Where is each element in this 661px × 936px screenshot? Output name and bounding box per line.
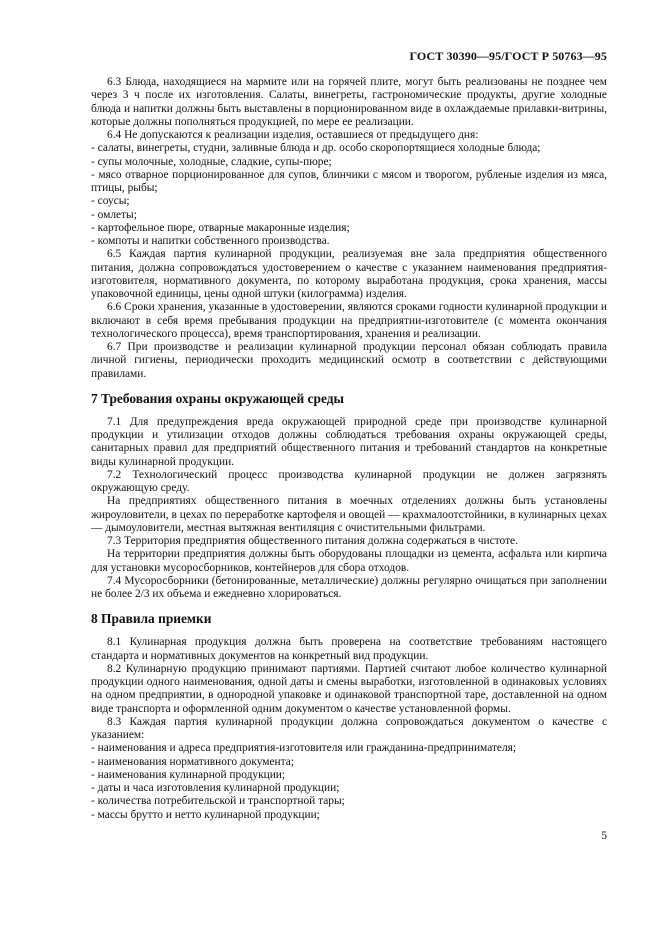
page-body: [91, 76, 607, 822]
list-item: - компоты и напитки собственного производства.: [91, 235, 330, 247]
list-item: - соусы;: [91, 195, 130, 208]
paragraph: 6.6 Сроки хранения, указанные в удостоверении, являются сроками годности кулинарной продукции и включают в себя время пребывания продукции на предприятии-изготовителе (с момента окончания технологического процесса), время транспортирования, хранения и реализации.: [91, 301, 607, 340]
list-item: - массы брутто и нетто кулинарной продукции;: [91, 808, 320, 821]
list-item: - количества потребительской и транспортной тары;: [91, 795, 345, 808]
paragraph: 6.4 Не допускаются к реализации изделия, оставшиеся от предыдущего дня:: [107, 129, 479, 141]
paragraph: 7.1 Для предупреждения вреда окружающей природной среде при производстве кулинарной продукции и утилизации отходов должны соблюдаться требования охраны окружающей среды, санитарных правил для предприятий общественного питания и требований стандартов на конкретные виды кулинарной продукции.: [91, 415, 607, 468]
paragraph: На территории предприятия должны быть оборудованы площадки из цемента, асфальта или кирпича для установки мусоросборников, контейнеров для сбора отходов.: [91, 548, 607, 574]
list-item: - салаты, винегреты, студни, заливные блюда и др. особо скоропортящиеся холодные блюда;: [91, 142, 541, 155]
list-item: - даты и часа изготовления кулинарной продукции;: [91, 782, 340, 794]
paragraph: 7.3 Территория предприятия общественного питания должна содержаться в чистоте.: [107, 535, 518, 547]
paragraph: На предприятиях общественного питания в моечных отделениях должны быть установлены жироуловители, в цехах по переработке картофеля и овощей — крахмалоотстойники, в кулинарных цехах — дымоуловители, местная вытяжная вентиляция с очистительными фильтрами.: [91, 495, 607, 534]
page-header: ГОСТ 30390—95/ГОСТ Р 50763—95: [409, 49, 607, 63]
paragraph: 6.5 Каждая партия кулинарной продукции, реализуемая вне зала предприятия общественного питания, должна сопровождаться удостоверением о качестве с указанием наименования предприятия-изготовителя, нормативного документа, по которому выработана продукция, срока хранения, массы упаковочной единицы, цены одной штуки (килограмма) изделия.: [91, 248, 607, 300]
list-item: - мясо отварное порционированное для супов, блинчики с мясом и творогом, рубленые изделия из мяса, птицы, рыбы;: [91, 168, 607, 194]
list-item: - картофельное пюре, отварные макаронные изделия;: [91, 221, 350, 234]
list-item: - наименования кулинарной продукции;: [91, 768, 286, 781]
paragraph: 8.3 Каждая партия кулинарной продукции должна сопровождаться документом о качестве с указанием:: [91, 715, 607, 741]
section-heading: 8 Правила приемки: [91, 611, 212, 627]
list-item: - омлеты;: [91, 208, 137, 221]
section-heading: 7 Требования охраны окружающей среды: [91, 390, 344, 406]
list-item: - супы молочные, холодные, сладкие, супы-пюре;: [91, 155, 332, 168]
paragraph: 7.4 Мусоросборники (бетонированные, металлические) должны регулярно очищаться при заполнении не более 2/3 их объема и ежедневно хлорироваться.: [91, 574, 607, 600]
page-number: 5: [601, 830, 607, 842]
paragraph: 6.3 Блюда, находящиеся на мармите или на горячей плите, могут быть реализованы не позднее чем через 3 ч после их изготовления. Салаты, винегреты, гастрономические продукты, другие холодные блюда и напитки должны быть выставлены в порционированном виде в охлаждаемые прилавки-витрины, которые должны пополняться продукцией, по мере ее реализации.: [91, 76, 607, 128]
paragraph: 6.7 При производстве и реализации кулинарной продукции персонал обязан соблюдать правила личной гигиены, периодически проходить медицинский осмотр в соответствии с действующими правилами.: [91, 341, 607, 380]
paragraph: 8.1 Кулинарная продукция должна быть проверена на соответствие требованиям настоящего стандарта и нормативных документов на конкретный вид продукции.: [91, 636, 607, 662]
list-item: - наименования и адреса предприятия-изготовителя или гражданина-предпринимателя;: [91, 742, 517, 755]
paragraph: 7.2 Технологический процесс производства кулинарной продукции не должен загрязнять окружающую среду.: [91, 468, 607, 494]
paragraph: 8.2 Кулинарную продукцию принимают партиями. Партией считают любое количество кулинарной продукции одного наименования, одной даты и смены выработки, изготовленной в одинаковых условиях на одном предприятии, в однородной упаковке и одинаковой транспортной таре, доставленной на одном виде транспорта и оформленной одним документом о качестве установленной формы.: [91, 662, 607, 715]
list-item: - наименования нормативного документа;: [91, 755, 294, 768]
